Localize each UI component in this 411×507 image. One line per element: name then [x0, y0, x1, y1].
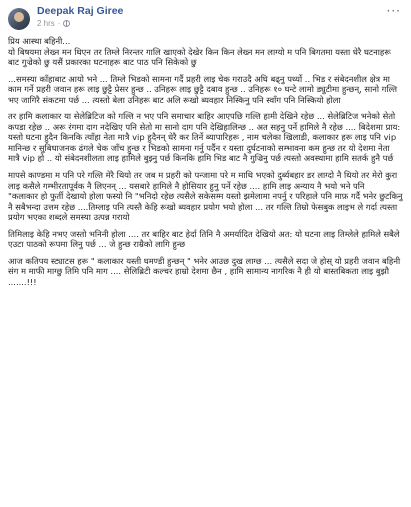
post-body	[8, 36, 403, 287]
post-paragraph: तर हामि कलाकार या सेलेब्रिटिज को गल्ति न भए पनि समाचार बाहिर आएपछि गल्ति हामी देखिने रहेछ ... सेलेब्रिटिज भनेको सेतो कपडा रहेछ .. अरू रंगमा दाग नदेखिए पनि सेतो मा सानो दाग पनि देखिहालिन्छ .. अत सहनु पर्ने हामिले नै रहेछ .... बिदेशमा प्राय: यस्तो घटना हुदैन किनकि त्याँहा नेता मात्रै vip हुदैनन् धेरै कर तिर्ने ब्यापारिहरू , नाम चलेका खिलाडी, कलाकार हरू लाइ पनि vip मानिन्छ र सुबिधाजनक ढंगले चेक जाँच हुन्छ र भिडको सामना गर्नु पर्दैन र यस्ता दुर्घटनाको सम्भावना कम हुन्छ तर यो देशमा नेता मात्रै vip हो .. यो संबेदनशीलता लाइ हामिले बुझ्नु पर्छ किनकि हामि भिड बाट नै गुज्रिनु पर्छ त्यस्तो अवस्थामा हामि सतर्क हुनै पर्छ	[8, 111, 401, 164]
post-paragraph: आज कतिपय स्ट्याटस हरू " कलाकार यस्ती घमण्डी हुन्छन् " भनेर आउछ दुख लाग्छ ... त्यसैले सदा जे होस् यो प्रहरी जवान बहिनी संग म माफी माग्छु तिमि पनि माग .... सेलिब्रिटी कल्चर हाम्रो देशमा छैन , हामि सामान्य नागरिक नै ही यो बास्तबिकता लाइ बुझौ .......!!!	[8, 255, 401, 287]
post-time[interactable]: 2 hrs	[37, 18, 55, 28]
globe-icon	[63, 20, 70, 27]
post-paragraph-greeting: प्रिय आस्था बहिनी...	[8, 36, 71, 46]
post-meta	[37, 6, 123, 28]
author-avatar[interactable]	[8, 8, 30, 30]
post-paragraph: "कलाकार हो फुर्ती देखायो होला फस्यो नि "भनिदो रहेछ त्यसैले सकेसम्म यस्तो झमेलामा नपर्नु र परिहाले पनि माफ़ गर्दै भनेर छुटकिनु नै सबैभन्दा उत्तम रहेछ ....तिम्लाइ पनि त्यस्तै केहि रूखो ब्यवहार प्रयोग भयो होला ... तर गल्ति तिम्रो फेसबुक लाइभ ले गर्दा त्यस्ता प्रयोग भएका शब्दले समस्या उत्पन्न गरायो	[8, 191, 403, 223]
author-name[interactable]: Deepak Raj Giree	[37, 5, 124, 17]
post-subline	[37, 20, 123, 29]
post-paragraph: ...समस्या काँहाबाट आयो भने ... तिम्ले भिडको सामना गर्दै प्रहरी लाइ चेक गराउदै अघि बढ्नु पर्थ्यो .. भिड र संबेदनशील क्षेत्र मा काम गर्ने प्रहरी जवान हरू लाइ छुट्टै प्रेसर हुन्छ .. उनिहरू लाइ छुट्टै दबाव हुन्छ .. उनिहरू १० घन्टे लामो ड्युटीमा हुन्छन्, सानो गल्ति भए जागिरै संकटमा पर्छ ... त्यस्तो बेला उनिहरू बाट अलि रूखो ब्यवहार निस्किनु पनि स्वाँग पनि निस्कियो होला	[8, 73, 398, 105]
post-paragraph: यो बिषयमा लेख्न मन थिएन तर तिम्ले निरन्तर गालि खाएको देखेर किन किन लेख्न मन लाग्यो म पनि बिगतमा यस्ता धेरै घटनाहरू बाट गुज्रेको छु यसैं प्रकारका घटनाहरू बाट पाठ पनि सिकेको छु	[8, 46, 391, 68]
post-paragraph: तिमिलाइ केहि नभए जस्तो भनिनी होला .... तर बाहिर बाट हेर्दा तिनि नै अमर्यादित देखियो अत: यो घटना लाइ तिम्लेले हामिले सबैले एउटा पाठको रूपमा लिनु पर्छ ... जे हुन्छ राम्रैको लागि हुन्छ	[8, 228, 400, 250]
more-options-icon[interactable]: ···	[386, 4, 401, 18]
post-paragraph: मापसे काण्डमा म पनि परे गल्ति मेरै थियो तर जब म प्रहरी को पन्जामा परे म माथि भएको दुर्ब्यबहार डर लाग्दो नै थियो तर मेरो कुरा लाइ कसैले गम्भीरतापूर्वक नै लिएनन् ... यसबारे हामिले नै होसियार हुनु पर्ने रहेछ .... हामि लाइ अन्याय नै भयो भने पनि	[8, 170, 398, 191]
separator-dot: ·	[57, 18, 61, 28]
post-header	[8, 6, 403, 36]
